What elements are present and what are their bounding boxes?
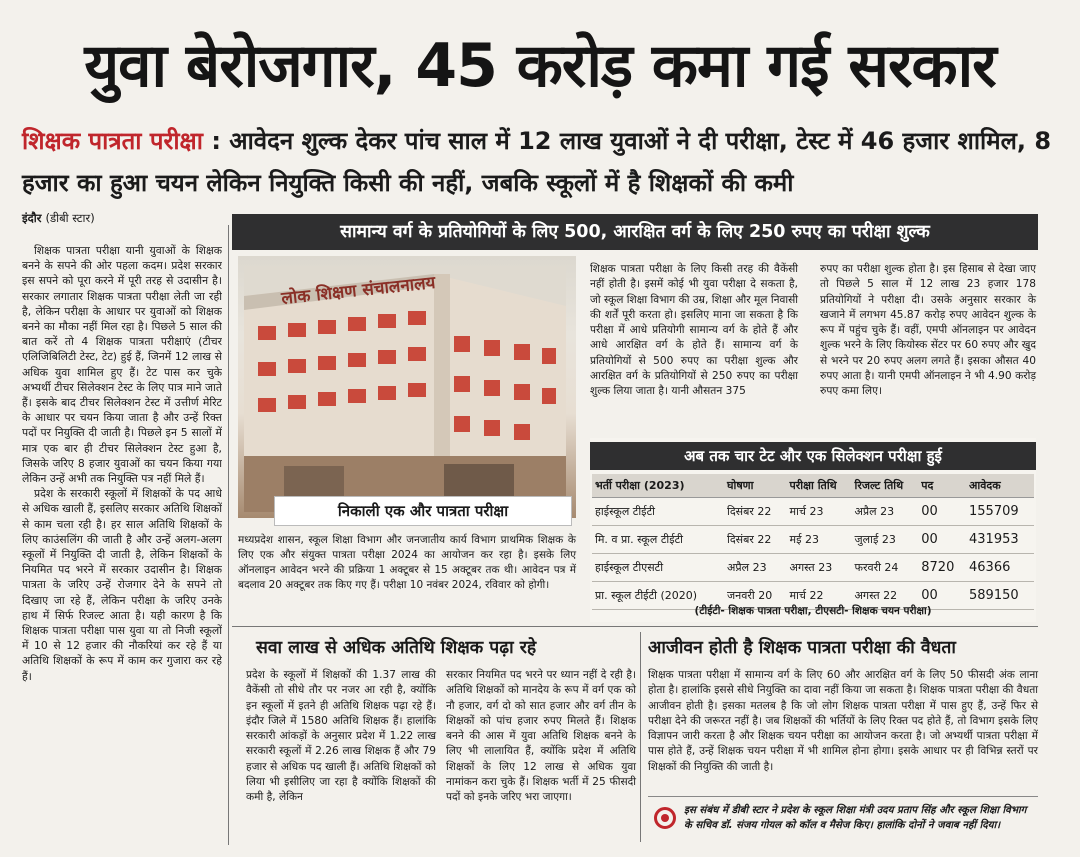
- building-sign: लोक शिक्षण संचालनालय: [280, 272, 437, 309]
- table-header: परीक्षा तिथि: [787, 474, 852, 498]
- footnote-box: [648, 796, 1038, 844]
- table-header: घोषणा: [724, 474, 787, 498]
- intro-column: [22, 243, 222, 843]
- subhead-text: आवेदन शुल्क देकर पांच साल में 12 लाख युवाओं ने दी परीक्षा, टेस्ट में 46 हजार शामिल, 8 हजार का हुआ चयन लेकिन नियुक्ति किसी की नहीं, जबकि स्कूलों में है शिक्षकों की कमी: [22, 127, 1052, 197]
- table-row: [592, 498, 1034, 526]
- table-cell: 46366: [966, 554, 1034, 582]
- table-cell: 00: [918, 582, 966, 610]
- table-cell: हाईस्कूल टीएसटी: [592, 554, 724, 582]
- intro-paragraph: प्रदेश के सरकारी स्कूलों में शिक्षकों के पद आधे से अधिक खाली हैं, इसलिए सरकार अतिथि शिक्षकों से काम चला रही है। हर साल अतिथि शिक्षकों के लिए काउंसलिंग की जाती है और उन्हें अलग-अलग स्कूलों में नियुक्ति दी जाती है, लेकिन शिक्षकों के नियमित पद भरने में सरकार उदासीन है। शिक्षक पात्रता के जरिए उन्हें रोजगार देने के सपने तो दिखाए जा रहे हैं, लेकिन परीक्षा के जरिए उनके हाथ में सिर्फ रिजल्ट आता है। यही कारण है कि शिक्षक पात्रता परीक्षा पास युवा या तो निजी स्कूलों में 10 से 12 हजार की नौकरियां कर रहे हैं या अतिथि शिक्षकों के रूप में काम कर गुजारा कर रहे हैं।: [22, 487, 222, 683]
- table-cell: 589150: [966, 582, 1034, 610]
- table-cell: अगस्त 23: [787, 554, 852, 582]
- table-cell: प्रा. स्कूल टीईटी (2020): [592, 582, 724, 610]
- exam-table: [592, 474, 1034, 610]
- table-cell: मई 23: [787, 526, 852, 554]
- table-cell: मार्च 23: [787, 498, 852, 526]
- table-header: भर्ती परीक्षा (2023): [592, 474, 724, 498]
- table-cell: दिसंबर 22: [724, 498, 787, 526]
- table-cell: 00: [918, 498, 966, 526]
- table-cell: दिसंबर 22: [724, 526, 787, 554]
- guest-teachers-column-2: सरकार नियमित पद भरने पर ध्यान नहीं दे रही है। अतिथि शिक्षकों को मानदेय के रूप में वर्ग एक को नौ हजार, वर्ग दो को सात हजार और वर्ग तीन के शिक्षकों को पांच हजार रुपए मिलते हैं। शिक्षक बनने की आस में युवा अतिथि शिक्षक बनने के लिए भी लालायित हैं, क्योंकि प्रदेश में अतिथि शिक्षकों के लिए 12 लाख से अधिक युवा नामांकन करा चुके हैं। शिक्षक भर्ती में 25 फीसदी पदों को इनके जरिए भरा जाएगा।: [446, 669, 636, 804]
- table-row: [592, 554, 1034, 582]
- table-row: [592, 526, 1034, 554]
- validity-body: शिक्षक पात्रता परीक्षा में सामान्य वर्ग के लिए 60 और आरक्षित वर्ग के लिए 50 फीसदी अंक लाना होता है। हालांकि इससे सीधे नियुक्ति का दावा नहीं किया जा सकता है। शिक्षक पात्रता परीक्षा की वैधता आजीवन होती है। इसका मतलब है कि जो लोग शिक्षक पात्रता परीक्षा में पास हुए हैं, उन्हें फिर से परीक्षा देने की जरूरत नहीं है। जब शिक्षकों की भर्तियों के लिए रिक्त पद होते हैं, तो विभाग इसके लिए विज्ञापन जारी करता है और शिक्षक चयन परीक्षा का आयोजन करता है। जो अभ्यर्थी पात्रता परीक्षा में पास होते हैं, उन्हें शिक्षक चयन परीक्षा में भी शामिल होना होगा। इसके आधार पर ही विभिन्न स्तरों पर शिक्षकों की नियुक्ति की जाती है।: [648, 669, 1038, 773]
- intro-paragraph: शिक्षक पात्रता परीक्षा यानी युवाओं के शिक्षक बनने के सपने की ओर पहला कदम। प्रदेश सरकार इस सपने को पूरा करने में पूरी तरह से उदासीन है। सरकार लगातार शिक्षक पात्रता परीक्षा लेती जा रही है, लेकिन परीक्षा के आधार पर युवाओं को शिक्षक बनने का मौका नहीं मिल रहा है। पिछले 5 साल की बात करें तो 4 शिक्षक पात्रता परीक्षाएं (टीचर एलिजिबिलिटी टेस्ट, टेट) हुई हैं, जिनमें 12 लाख से अधिक युवा शामिल हुए हैं। टेट पास कर चुके अभ्यर्थी टीचर सिलेक्शन टेस्ट के लिए पात्र माने जाते हैं। इसके बाद टीचर सिलेक्शन टेस्ट में उत्तीर्ण मेरिट के आधार पर चयन किया जाता है और उन्हें रिक्त पदों पर नियुक्ति दी जाती है। पिछले इन 5 सालों में मात्र एक बार ही टीचर सिलेक्शन टेस्ट हुआ है, जिसके जरिए 8 हजार युवाओं का चयन किया गया लेकिन उन्हें अभी तक नियुक्ति पत्र नहीं मिले हैं।: [22, 244, 222, 486]
- headline: युवा बेरोजगार, 45 करोड़ कमा गई सरकार: [84, 31, 996, 101]
- table-cell: 8720: [918, 554, 966, 582]
- table-header-row: [592, 474, 1034, 498]
- table-cell: 00: [918, 526, 966, 554]
- fee-column-right: रुपए का परीक्षा शुल्क होता है। इस हिसाब से देखा जाए तो पिछले 5 साल में 12 लाख 23 हजार 178 प्रतियोगियों ने परीक्षा दी। उसके अनुसार सरकार के खजाने में लगभग 45.87 करोड़ रुपए आवेदन शुल्क के रूप में पहुंच चुके हैं। वहीं, एमपी ऑनलाइन पर आवेदन शुल्क भरने के लिए कियोस्क सेंटर पर 60 रुपए और खुद से भरने पर 20 रुपए अलग लगते हैं। इसका औसत 40 रुपए आता है। यानी एमपी ऑनलाइन ने भी 4.90 करोड़ रुपए कमा लिए।: [820, 263, 1036, 398]
- table-cell: 155709: [966, 498, 1034, 526]
- table-cell: हाईस्कूल टीईटी: [592, 498, 724, 526]
- table-cell: फरवरी 24: [851, 554, 918, 582]
- db-star-logo-icon: [654, 807, 676, 829]
- table-cell: जनवरी 20: [724, 582, 787, 610]
- table-header: रिजल्ट तिथि: [851, 474, 918, 498]
- subhead: [22, 120, 1062, 204]
- dateline-place: इंदौर: [22, 211, 42, 225]
- photo-body: मध्यप्रदेश शासन, स्कूल शिक्षा विभाग और जनजातीय कार्य विभाग प्राथमिक शिक्षक के लिए एक और संयुक्त पात्रता परीक्षा 2024 का आयोजन कर रहा है। इसके लिए ऑनलाइन आवेदन भरने की प्रक्रिया 1 अक्टूबर से 15 अक्टूबर तक थी। आवेदन पत्र में बदलाव 20 अक्टूबर तक किए गए हैं। परीक्षा 10 नवंबर 2024, रविवार को होगी।: [238, 534, 576, 591]
- table-cell: मि. व प्रा. स्कूल टीईटी: [592, 526, 724, 554]
- column-divider: [228, 225, 229, 845]
- section-divider: [232, 626, 1038, 627]
- dateline: [22, 211, 95, 226]
- table-cell: अप्रैल 23: [724, 554, 787, 582]
- validity-title: आजीवन होती है शिक्षक पात्रता परीक्षा की वैधता: [648, 638, 956, 658]
- table-cell: अगस्त 22: [851, 582, 918, 610]
- footnote-text: इस संबंध में डीबी स्टार ने प्रदेश के स्कूल शिक्षा मंत्री उदय प्रताप सिंह और स्कूल शिक्षा विभाग के सचिव डॉ. संजय गोयल को कॉल व मैसेज किए। हालांकि दोनों ने जवाब नहीं दिया।: [684, 805, 1027, 831]
- guest-teachers-title: सवा लाख से अधिक अतिथि शिक्षक पढ़ा रहे: [256, 638, 537, 658]
- table-cell: अप्रैल 23: [851, 498, 918, 526]
- subhead-kicker: शिक्षक पात्रता परीक्षा: [22, 127, 203, 155]
- fee-column-left: शिक्षक पात्रता परीक्षा के लिए किसी तरह की वैकेंसी नहीं होती है। इसमें कोई भी युवा परीक्षा दे सकता है, जो स्कूल शिक्षा विभाग की उम्र, शिक्षा और मूल निवासी की शर्तें पूरी करता हो। इसलिए माना जा सकता है कि परीक्षा में आधे प्रतियोगी सामान्य वर्ग के होते हैं और आधे आरक्षित वर्ग के होते हैं। सामान्य वर्ग के प्रतियोगियों से 500 रुपए का परीक्षा शुल्क और आरक्षित वर्ग के प्रतियोगियों से 250 रुपए का परीक्षा शुल्क लिया जाता है। यानी औसतन 375: [590, 263, 798, 398]
- column-divider: [640, 632, 641, 842]
- table-cell: मार्च 22: [787, 582, 852, 610]
- exam-table-title: अब तक चार टेट और एक सिलेक्शन परीक्षा हुई: [590, 442, 1036, 470]
- photo-caption: निकाली एक और पात्रता परीक्षा: [274, 496, 572, 526]
- exam-table-note: (टीईटी- शिक्षक पात्रता परीक्षा, टीएसटी- शिक्षक चयन परीक्षा): [694, 605, 932, 617]
- table-header: आवेदक: [966, 474, 1034, 498]
- table-cell: 431953: [966, 526, 1034, 554]
- table-header: पद: [918, 474, 966, 498]
- guest-teachers-column-1: प्रदेश के स्कूलों में शिक्षकों की 1.37 लाख की वैकेंसी तो सीधे तौर पर नजर आ रही है, क्योंकि इन स्कूलों में इतने ही अतिथि शिक्षक पढ़ा रहे हैं। इंदौर जिले में 1580 अतिथि शिक्षक हैं। हालांकि सरकारी आंकड़ों के अनुसार प्रदेश में 1.22 लाख सरकारी स्कूलों में 2.26 लाख शिक्षक हैं और 79 हजार से अधिक पद खाली हैं। अतिथि शिक्षकों को लिया भी इसीलिए जा रहा है क्योंकि शिक्षकों की कमी है, लेकिन: [246, 669, 436, 804]
- dateline-source: (डीबी स्टार): [45, 211, 95, 225]
- building-photo: [238, 256, 576, 518]
- fee-banner: सामान्य वर्ग के प्रतियोगियों के लिए 500, आरक्षित वर्ग के लिए 250 रुपए का परीक्षा शुल्क: [232, 214, 1038, 250]
- subhead-separator: :: [202, 127, 230, 155]
- building-image: [244, 266, 566, 512]
- table-cell: जुलाई 23: [851, 526, 918, 554]
